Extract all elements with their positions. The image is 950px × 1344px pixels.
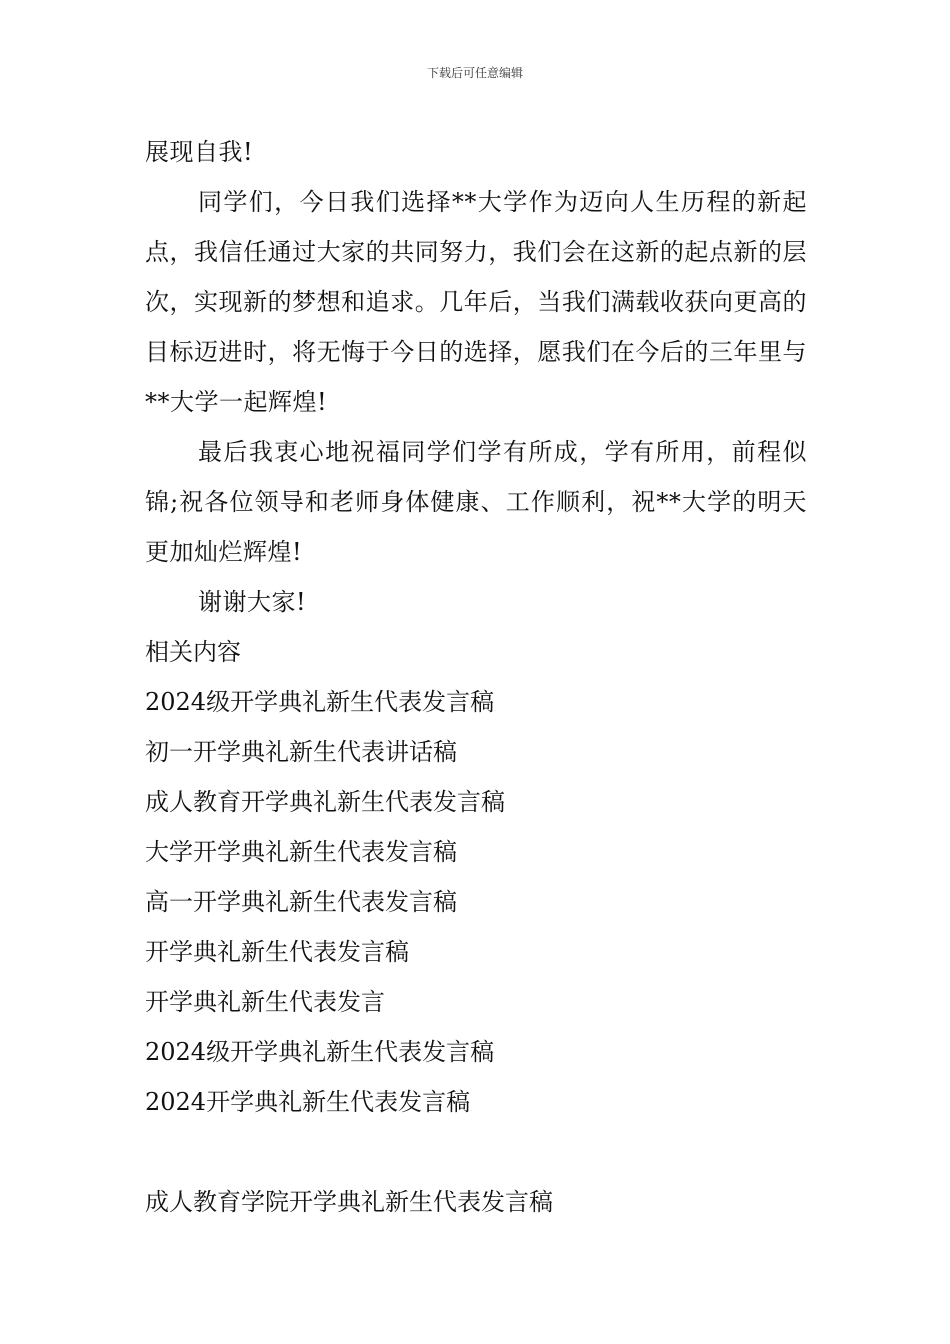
list-item	[145, 877, 807, 927]
related-link-3[interactable]: 成人教育开学典礼新生代表发言稿	[145, 788, 505, 816]
related-link-1[interactable]: 2024级开学典礼新生代表发言稿	[145, 688, 495, 716]
related-link-extra[interactable]: 成人教育学院开学典礼新生代表发言稿	[145, 1188, 553, 1216]
related-content-list	[145, 677, 807, 1127]
page-header-note: 下载后可任意编辑	[426, 66, 523, 80]
related-link-6[interactable]: 开学典礼新生代表发言稿	[145, 938, 409, 966]
paragraph-thanks: 谢谢大家!	[198, 588, 307, 616]
list-item	[145, 1027, 807, 1077]
list-item	[145, 927, 807, 977]
related-link-9[interactable]: 2024开学典礼新生代表发言稿	[145, 1088, 471, 1116]
list-item	[145, 727, 807, 777]
related-link-2[interactable]: 初一开学典礼新生代表讲话稿	[145, 738, 457, 766]
list-item	[145, 827, 807, 877]
list-item	[145, 677, 807, 727]
paragraph-closing-fragment: 展现自我!	[145, 138, 254, 166]
related-link-4[interactable]: 大学开学典礼新生代表发言稿	[145, 838, 457, 866]
list-item	[145, 1077, 807, 1127]
document-body	[145, 127, 807, 1227]
paragraph-wishes: 最后我衷心地祝福同学们学有所成，学有所用，前程似锦;祝各位领导和老师身体健康、工作顺利，祝**大学的明天更加灿烂辉煌!	[145, 438, 807, 566]
related-extra-item	[145, 1177, 807, 1227]
related-link-8[interactable]: 2024级开学典礼新生代表发言稿	[145, 1038, 495, 1066]
list-item	[145, 977, 807, 1027]
related-link-7[interactable]: 开学典礼新生代表发言	[145, 988, 385, 1016]
list-item	[145, 777, 807, 827]
paragraph-new-start: 同学们，今日我们选择**大学作为迈向人生历程的新起点，我信任通过大家的共同努力，我们会在这新的起点新的层次，实现新的梦想和追求。几年后，当我们满载收获向更高的目标迈进时，将无悔于今日的选择，愿我们在今后的三年里与**大学一起辉煌!	[145, 188, 807, 416]
related-content-heading: 相关内容	[145, 638, 241, 666]
related-link-5[interactable]: 高一开学典礼新生代表发言稿	[145, 888, 457, 916]
